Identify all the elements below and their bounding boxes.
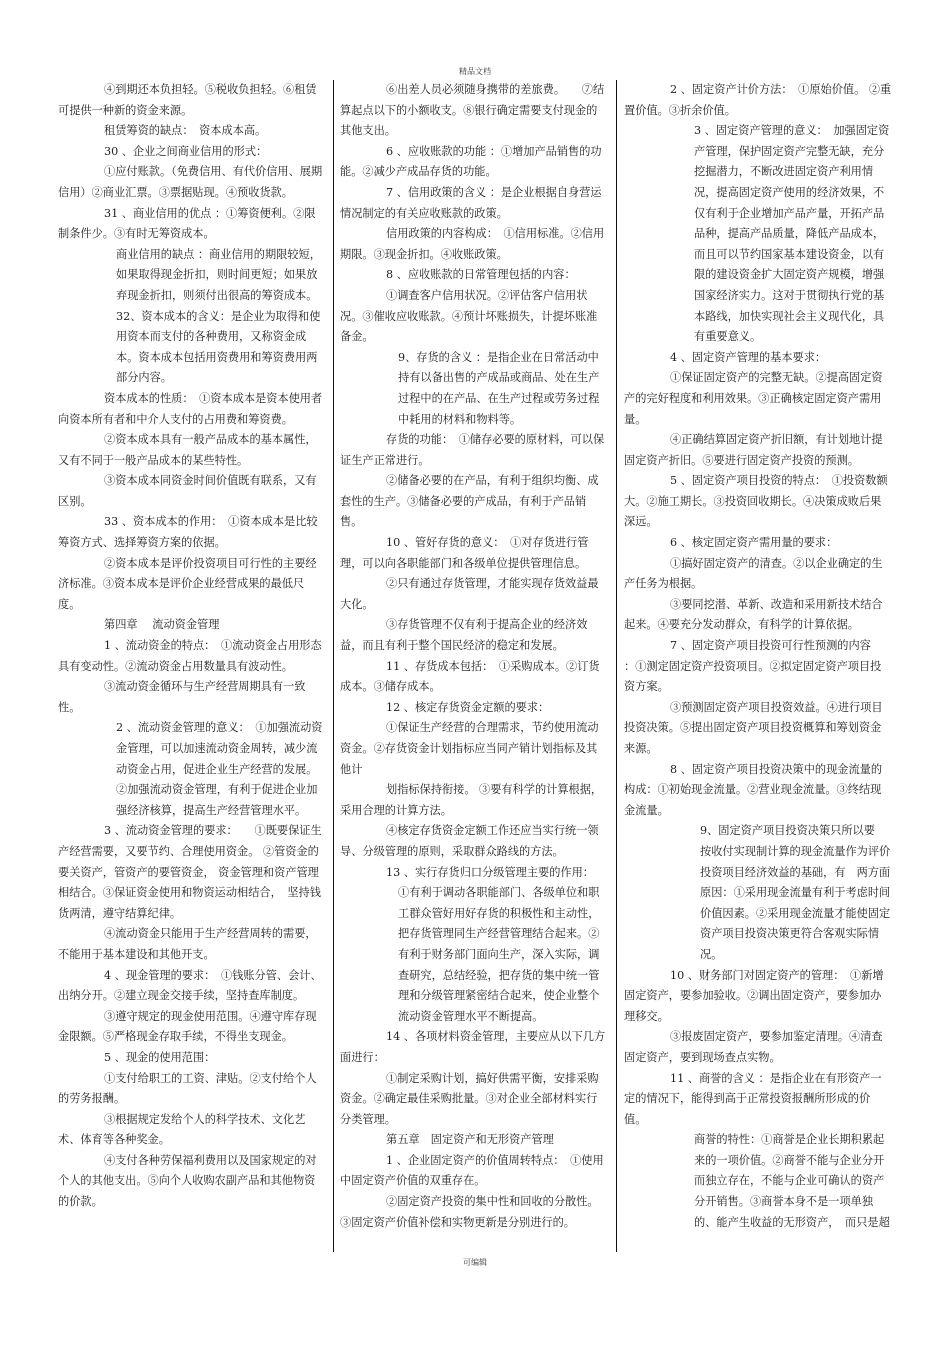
text-column-2 [340,80,608,1233]
paragraph: ③存货管理不仅有利于提高企业的经济效益，而且有利于整个国民经济的稳定和发展。 [340,618,588,653]
paragraph: 7 、信用政策的含义 ：是企业根据自身营运情况制定的有关应收账款的政策。 [340,185,602,220]
paragraph: 8 、固定资产项目投资决策中的现金流量的构成：①初始现金流量。②营业现金流量。③终结现金流量。 [624,762,883,817]
paragraph: 9、存货的含义 ：是指企业在日常活动中持有以备出售的产成品或商品、处在生产过程中的在产品、在生产过程或劳务过程中耗用的材料和物料等。 [398,350,600,426]
text-column-1 [58,80,324,1213]
paragraph: ③遵守规定的现金使用范围。④遵守库存现金限额。⑤严格现金存取手续，不得坐支现金。 [58,1009,317,1044]
paragraph: ④正确结算固定资产折旧额，有计划地计提固定资产折旧。⑤要进行固定资产投资的预测。 [624,433,883,467]
paragraph: 13 、实行存货归口分级管理主要的作用： [386,865,594,879]
paragraph: ②资本成本是评价投资项目可行性的主要经济标准。③资本成本是评价企业经营成果的最低尺度。 [58,556,317,611]
paragraph: ⑥出差人员必须随身携带的差旅费。 ⑦结算起点以下的小额收支。⑧银行确定需要支付现金的其他支出。 [340,83,605,138]
paragraph: 6 、应收账款的功能 ：①增加产品销售的功能。②减少产成品存货的功能。 [340,144,602,179]
paragraph: 10 、管好存货的意义： ①对存货进行管理，可以向各职能部门和各级单位提供管理信息。 [340,536,589,570]
paragraph: 4 、固定资产管理的基本要求： [670,350,827,364]
paragraph: 4 、现金管理的要求： ①钱账分管、会计、出纳分开。②建立现金交接手续，坚持查库制度。 [58,968,322,1003]
paragraph: 11 、存货成本包括： ①采购成本。②订货成本。③储存成本。 [340,659,600,694]
paragraph: ③根据规定发给个人的科学技术、文化艺术、体育等各种奖金。 [58,1112,306,1147]
paragraph: 3 、固定资产管理的意义： 加强固定资产管理，保护固定资产完整无缺，充分挖掘潜力，不断改进固定资产利用情况，提高固定资产使用的经济效果，不仅有利于企业增加产品产量，开拓产品品种，提高产品质量，降低产品成本，而且可以节约国家基本建设资金，以有限的建设资金扩大固定资产规模，增强国家经济实力。这对于贯彻执行党的基本路线，加快实现社会主义现代化，具有重要意义。 [694,124,890,344]
paragraph: 8 、应收账款的日常管理包括的内容： [386,268,576,282]
paragraph: ④支付各种劳保福利费用以及国家规定的对个人的其他支出。⑤向个人收购农副产品和其他物资的价款。 [58,1153,317,1209]
paragraph: ④到期还本负担轻。⑤税收负担轻。⑥租赁可提供一种新的资金来源。 [58,83,317,117]
paragraph: 第四章 流动资金管理 [104,618,220,632]
paragraph: 存货的功能： ①储存必要的原材料，可以保证生产正常进行。 [340,433,605,467]
paragraph: 11 、商誉的含义 ：是指企业在有形资产一定的情况下，能得到高于正常投资报酬所形成的价值。 [624,1071,882,1126]
text-column-3 [624,80,892,1233]
paragraph: 6 、核定固定资产需用量的要求： [670,536,838,550]
paragraph: ③预测固定资产项目投资效益。④进行项目投资决策。⑤提出固定资产项目投资概算和筹划资金来源。 [624,700,883,755]
paragraph: ②储备必要的在产品，有利于组织均衡、成套性的生产。③储备必要的产成品，有利于产品销售。 [340,474,599,529]
paragraph: ②资本成本具有一般产品成本的基本属性，又有不同于一般产品成本的某些特性。 [58,433,317,467]
paragraph: ④核定存货资金定额工作还应当实行统一领导、分级管理的原则，采取群众路线的方法。 [340,824,599,858]
page-footer: 可编辑 [463,1258,487,1267]
paragraph: ③报废固定资产，要参加鉴定清理。④清查固定资产，要到现场查点实物。 [624,1030,883,1064]
paragraph: ①支付给职工的工资、津贴。②支付给个人的劳务报酬。 [58,1071,317,1106]
paragraph: ①搞好固定资产的清查。②以企业确定的生产任务为根据。 [624,556,883,591]
paragraph: 商业信用的缺点 ：商业信用的期限较短，如果取得现金折扣，则时间更短；如果放弃现金折扣，则须付出很高的筹资成本。 32、资本成本的含义：是企业为取得和使用资本而支付的各种费用，又称资金成本。资本成本包括用资费用和筹资费用两部分内容。 [116,247,321,385]
column-divider [616,80,617,1252]
paragraph: ③流动资金循环与生产经营周期具有一致性。 [58,680,306,714]
paragraph: 9、固定资产项目投资决策只所以要 按收付实现制计算的现金流量作为评价投资项目经济效益的基础，有 两方面原因：①采用现金流量有利于考虑时间价值因素。②采用现金流量才能使固定资产项目投资决策更符合客观实际情况。 [700,824,891,961]
paragraph: 14 、各项材料资金管理，主要应从以下几方面进行： [340,1030,606,1064]
paragraph: ④流动资金只能用于生产经营周转的需要，不能用于基本建设和其他开支。 [58,927,317,961]
paragraph: 7 、固定资产项目投资可行性预测的内容 ：①测定固定资产投资项目。②拟定固定资产项目投资方案。 [624,639,894,694]
paragraph: ①保证生产经营的合理需求，节约使用流动资金。②存货资金计划指标应当同产销计划指标及其他计 [340,721,599,776]
paragraph: 2 、固定资产计价方法： ①原始价值。 ②重置价值。③折余价值。 [624,83,892,117]
paragraph: ①调查客户信用状况。②评估客户信用状况。③催收应收账款。④预计坏账损失，计提坏账准备金。 [340,288,598,344]
paragraph: 第五章 固定资产和无形资产管理 [386,1133,554,1147]
paragraph: ①保证固定资产的完整无缺。②提高固定资产的完好程度和利用效果。③正确核定固定资产需用量。 [624,371,883,426]
paragraph: 5 、现金的使用范围： [104,1050,216,1064]
paragraph: ②只有通过存货管理，才能实现存货效益最大化。 [340,577,599,611]
page-header: 精品文档 [459,67,491,76]
paragraph: ①制定采购计划，搞好供需平衡，安排采购资金。②确定最佳采购批量。③对企业全部材料实行分类管理。 [340,1071,599,1126]
paragraph: 5 、固定资产项目投资的特点： ①投资数额大。②施工期长。③投资回收期长。④决策成败后果深远。 [624,474,888,529]
paragraph: 资本成本的性质： ①资本成本是资本使用者向资本所有者和中介人支付的占用费和筹资费。 [58,391,323,426]
paragraph: 30 、企业之间商业信用的形式： [104,144,268,158]
paragraph: 31 、商业信用的优点 ：①筹资便利。②限制条件少。③有时无筹资成本。 [58,206,316,241]
paragraph: 1 、企业固定资产的价值周转特点： ①使用中固定资产价值的双重存在。 [340,1153,604,1188]
paragraph: 商誉的特性：①商誉是企业长期积累起来的一项价值。②商誉不能与企业分开而独立存在，不能与企业可确认的资产分开销售。③商誉本身不是一项单独的、能产生收益的无形资产， 而只是超 [694,1133,890,1229]
paragraph: 33 、资本成本的作用： ①资本成本是比较筹资方式、选择筹资方案的依据。 [58,515,318,550]
paragraph: 租赁筹资的缺点： 资本成本高。 [104,124,267,138]
paragraph: 12 、核定存货资金定额的要求： [386,700,550,714]
column-divider [333,80,334,1252]
paragraph: ③资本成本同资金时间价值既有联系，又有区别。 [58,474,317,508]
paragraph: ③要同挖潜、革新、改造和采用新技术结合起来。④要充分发动群众，有科学的计算依据。 [624,597,883,632]
paragraph: 划指标保持衔接。 ③要有科学的计算根据，采用合理的计算方法。 [340,783,603,817]
paragraph: ①有利于调动各职能部门、各级单位和职工群众管好用好存货的积极性和主动性，把存货管理同生产经营管理结合起来。②有利于财务部门面向生产，深入实际，调查研究，总结经验，把存货的集中统一管理和分级管理紧密结合起来，使企业整个流动资金管理水平不断提高。 [398,886,600,1023]
paragraph: 10 、财务部门对固定资产的管理： ①新增固定资产，要参加验收。②调出固定资产，要参加办理移交。 [624,968,884,1023]
paragraph: 2 、流动资金管理的意义： ①加强流动资金管理，可以加速流动资金周转，减少流动资金占用，促进企业生产经营的发展。②加强流动资金管理，有利于促进企业加强经济核算，提高生产经营管理水平。 [116,721,323,817]
paragraph: 1 、流动资金的特点： ①流动资金占用形态具有变动性。②流动资金占用数量具有波动性。 [58,639,322,673]
paragraph: ①应付账款。（免费信用、有代价信用、展期信用）②商业汇票。③票据贴现。④预收货款。 [58,165,323,199]
paragraph: ②固定资产投资的集中性和回收的分散性。③固定资产价值补偿和实物更新是分别进行的。 [340,1195,599,1229]
paragraph: 3 、流动资金管理的要求： ①既要保证生产经营需要，又要节约、合理使用资金。 ②管资金的要关资产，管资产的要管资金， 资金管理和资产管理相结合。③保证资金使用和物资运动相结合， 坚持钱货两清，遵守结算纪律。 [58,824,322,920]
paragraph: 信用政策的内容构成： ①信用标准。②信用期限。③现金折扣。④收账政策。 [340,227,605,261]
